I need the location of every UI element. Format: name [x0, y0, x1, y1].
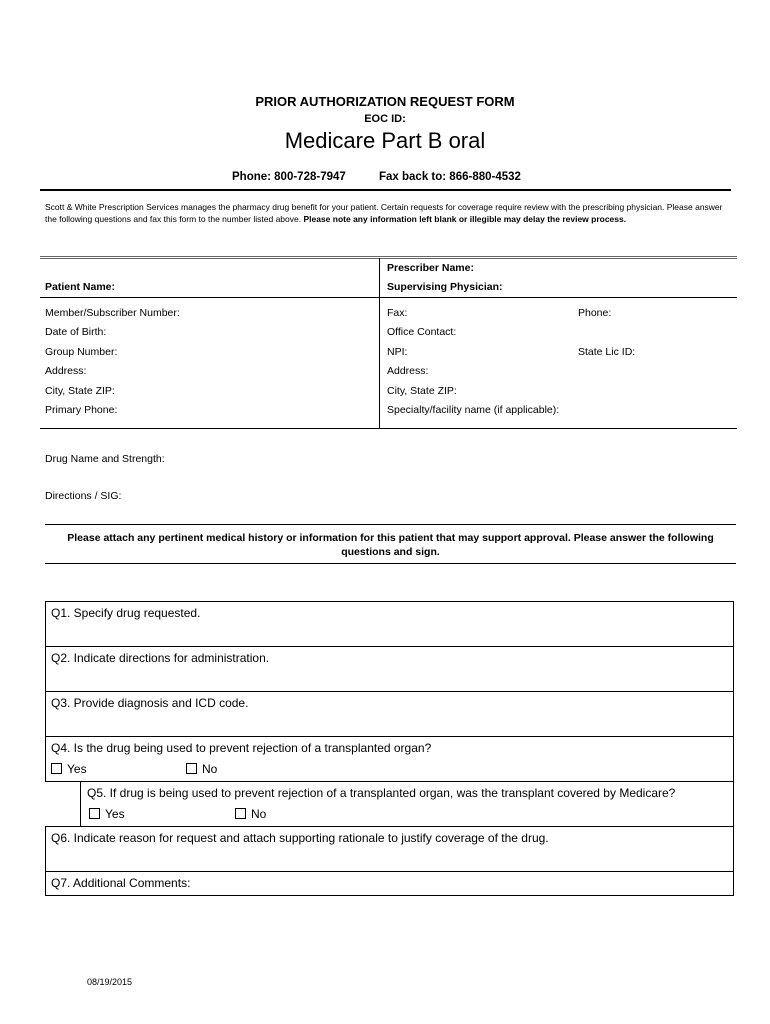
prescriber-fax-label: Fax:	[387, 307, 408, 319]
q4-yes-checkbox[interactable]	[51, 762, 87, 776]
attach-history-note: Please attach any pertinent medical history or information for this patient that may support approval. Please answer the following questions and sign.	[67, 532, 714, 558]
column-divider	[379, 258, 380, 429]
q3-label: Q3. Provide diagnosis and ICD code.	[51, 696, 249, 710]
q7-label: Q7. Additional Comments:	[51, 876, 191, 890]
q2-label: Q2. Indicate directions for administration.	[51, 651, 270, 665]
checkbox-icon	[235, 808, 246, 819]
npi-label: NPI:	[387, 346, 408, 358]
state-lic-label: State Lic ID:	[578, 346, 636, 358]
prescriber-city-label: City, State ZIP:	[387, 385, 457, 397]
section-divider-bottom	[40, 258, 737, 259]
checkbox-icon	[51, 763, 62, 774]
q5-yes-checkbox[interactable]	[89, 807, 125, 821]
q5-yes-label: Yes	[105, 807, 125, 821]
member-number-label: Member/Subscriber Number:	[45, 307, 180, 319]
q4-no-checkbox[interactable]	[186, 762, 217, 776]
revision-date: 08/19/2015	[87, 977, 133, 987]
form-title: PRIOR AUTHORIZATION REQUEST FORM	[255, 94, 515, 109]
note-bottom-line	[45, 563, 736, 564]
patient-address-label: Address:	[45, 365, 87, 377]
q6-label: Q6. Indicate reason for request and attach supporting rationale to justify coverage of the drug.	[51, 831, 549, 845]
form-subtitle: Medicare Part B oral	[284, 128, 486, 153]
q5-label: Q5. If drug is being used to prevent rejection of a transplanted organ, was the transplant covered by Medicare?	[87, 786, 676, 800]
block-bottom-line	[40, 428, 737, 429]
patient-city-label: City, State ZIP:	[45, 385, 115, 397]
fax-number: Fax back to: 866-880-4532	[379, 171, 521, 183]
note-top-line	[45, 524, 736, 525]
q5-no-checkbox[interactable]	[235, 807, 266, 821]
drug-name-label: Drug Name and Strength:	[45, 453, 165, 465]
header-row-underline	[40, 297, 737, 298]
intro-paragraph	[45, 201, 730, 225]
q4-no-label: No	[202, 762, 218, 776]
group-number-label: Group Number:	[45, 346, 118, 358]
q4-label: Q4. Is the drug being used to prevent rejection of a transplanted organ?	[51, 741, 432, 755]
primary-phone-label: Primary Phone:	[45, 404, 118, 416]
intro-text: Scott & White Prescription Services manages the pharmacy drug benefit for your patient. Certain requests for coverage require review with the prescribing physician. Please answer the following questions and fax this form to the number listed above.	[45, 202, 723, 224]
office-contact-label: Office Contact:	[387, 326, 457, 338]
supervising-physician-label: Supervising Physician:	[387, 281, 503, 293]
header-divider	[40, 189, 731, 191]
prescriber-address-label: Address:	[387, 365, 429, 377]
directions-label: Directions / SIG:	[45, 490, 122, 502]
patient-name-label: Patient Name:	[45, 281, 116, 293]
checkbox-icon	[186, 763, 197, 774]
phone-number: Phone: 800-728-7947	[232, 171, 346, 183]
eoc-id-label: EOC ID:	[364, 113, 406, 125]
dob-label: Date of Birth:	[45, 326, 107, 338]
prescriber-name-label: Prescriber Name:	[387, 262, 474, 274]
q5-no-label: No	[251, 807, 267, 821]
q4-yes-label: Yes	[67, 762, 87, 776]
prescriber-phone-label: Phone:	[578, 307, 612, 319]
q1-label: Q1. Specify drug requested.	[51, 606, 201, 620]
section-divider-top	[40, 256, 737, 257]
checkbox-icon	[89, 808, 100, 819]
specialty-label: Specialty/facility name (if applicable):	[387, 404, 560, 416]
intro-warning: Please note any information left blank or illegible may delay the review process.	[303, 214, 627, 224]
